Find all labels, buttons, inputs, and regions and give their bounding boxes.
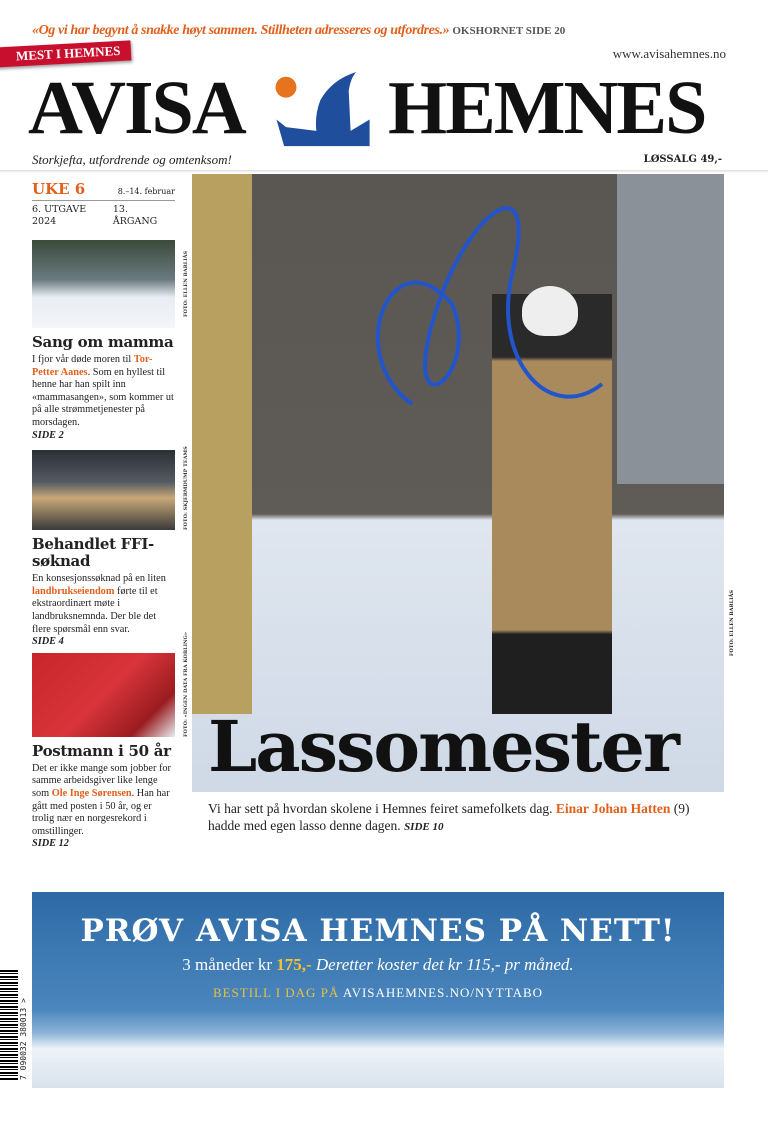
door: [617, 174, 724, 484]
caption-name: Einar Johan Hatten: [555, 801, 671, 816]
story-text: [32, 354, 175, 442]
story-text: [32, 763, 175, 851]
text-span: førte til et ekstraordinært møte i landbruksnemnda. Der ble det flere spørsmål enn svar.: [32, 585, 158, 635]
mest-i-hemnes-banner: MEST I HEMNES: [0, 40, 131, 67]
pipe: [192, 174, 252, 714]
ship-logo-icon: [272, 72, 376, 148]
story-text: [32, 573, 175, 649]
story-name: Tor-Petter Aanes: [32, 354, 153, 378]
photo-credit: FOTO: «INGEN DATA FRA KOBLING»: [183, 631, 189, 737]
ad-url: AVISAHEMNES.NO/NYTTABO: [342, 985, 544, 1000]
subscription-ad[interactable]: [32, 892, 724, 1088]
quote-text: «Og vi har begynt å snakke høyt sammen. Stillheten adresseres og utfordres.»: [32, 23, 450, 38]
page-ref[interactable]: SIDE 10: [404, 821, 444, 833]
page-ref[interactable]: SIDE 4: [32, 636, 64, 648]
story-behandlet-ffi[interactable]: [32, 446, 189, 649]
tagline: Storkjefta, utfordrende og omtenksom!: [32, 152, 232, 167]
story-title[interactable]: Behandlet FFI-søknad: [32, 535, 154, 571]
main-caption: [208, 800, 708, 836]
masthead-avisa: AVISA: [28, 66, 245, 150]
photo-credit: FOTO: SKJERMDUMP TEAMS: [183, 446, 189, 531]
ad-cta[interactable]: [32, 984, 724, 1001]
text-span: En konsesjonssøknad på en liten: [32, 573, 166, 585]
issue-dates: 8.–14. februar: [117, 187, 175, 196]
photo-credit: FOTO: ELLEN BARLIÅS: [183, 250, 189, 318]
issue-week-row: [32, 180, 175, 201]
story-name: Ole Inge Sørensen: [51, 787, 132, 799]
volume: 13. ÅRGANG: [112, 204, 158, 227]
text-span: . Som en hyllest til henne har han spilt inn «mammasangen», som kommer ut på alle strømmetjenester på morsdagen.: [32, 366, 174, 428]
ad-title: PRØV AVISA HEMNES PÅ NETT!: [80, 913, 676, 949]
barcode: [0, 970, 18, 1080]
lasso: [282, 174, 612, 464]
text-span: Det er ikke mange som jobber for samme arbeidsgiver like lenge som: [32, 762, 171, 799]
page-ref[interactable]: SIDE 12: [32, 838, 69, 850]
story-title[interactable]: Sang om mamma: [32, 333, 174, 351]
text-span: Deretter koster det kr 115,- pr måned.: [311, 955, 574, 974]
story-photo: [32, 446, 189, 531]
text-span: Vi har sett på hvordan skolene i Hemnes feiret samefolkets dag.: [208, 801, 556, 816]
text-span: I fjor vår døde moren til: [32, 354, 134, 365]
page-ref[interactable]: SIDE 2: [32, 429, 64, 441]
text-span: BESTILL I DAG PÅ: [212, 985, 340, 1000]
main-headline[interactable]: Lassomester: [208, 705, 678, 788]
main-photo: [192, 174, 724, 792]
main-photo-credit: FOTO: ELLEN BARLIÅS: [729, 590, 735, 657]
story-sang-om-mamma[interactable]: [32, 240, 189, 442]
ad-offer: [32, 954, 724, 976]
week-label: UKE 6: [32, 180, 86, 198]
text-span: . Han har gått med posten i 50 år, og er trolig nær en norgesrekord i omstillinger.: [32, 787, 170, 837]
text-span: 3 måneder kr: [182, 955, 277, 974]
divider: [0, 170, 768, 173]
story-title[interactable]: Postmann i 50 år: [32, 741, 171, 760]
barcode-number: 7 090032 380013 >: [19, 998, 28, 1080]
edition: 6. UTGAVE 2024: [32, 204, 87, 227]
ad-price: 175,-: [276, 955, 312, 974]
website-url[interactable]: www.avisahemnes.no: [612, 46, 726, 61]
quote-ref: OKSHORNET SIDE 20: [452, 25, 566, 37]
top-quote[interactable]: [32, 22, 565, 40]
edition-row: [32, 204, 175, 228]
story-photo: [32, 240, 189, 328]
text-span: (9) hadde med egen lasso denne dagen.: [208, 801, 690, 833]
left-column: [32, 180, 189, 851]
price: LØSSALG 49,-: [643, 154, 722, 165]
story-name: landbrukseiendom: [32, 585, 115, 597]
masthead-hemnes: HEMNES: [388, 66, 706, 150]
